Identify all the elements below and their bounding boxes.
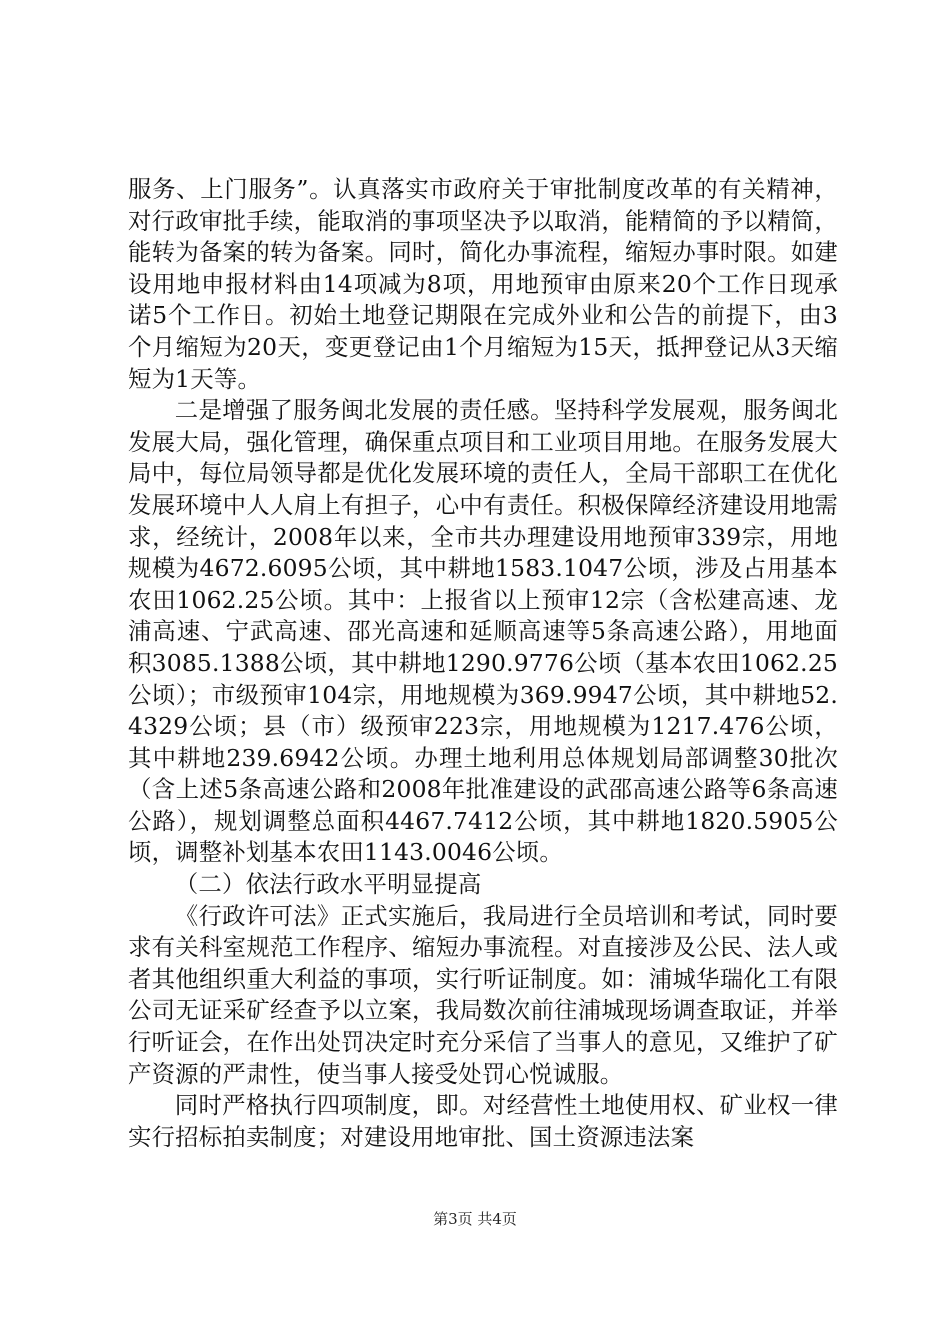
paragraph-2: 二是增强了服务闽北发展的责任感。坚持科学发展观，服务闽北发展大局，强化管理，确保重点项目和工业项目用地。在服务发展大局中，每位局领导都是优化发展环境的责任人，全局干部职工在优化发展环境中人人肩上有担子，心中有责任。积极保障经济建设用地需求，经统计，2008年以来，全市共办理建设用地预审339宗，用地规模为4672.6095公顷，其中耕地1583.1047公顷，涉及占用基本农田1062.25公顷。其中：上报省以上预审12宗（含松建高速、龙浦高速、宁武高速、邵光高速和延顺高速等5条高速公路），用地面积3085.1388公顷，其中耕地1290.9776公顷（基本农田1062.25公顷）；市级预审104宗，用地规模为369.9947公顷，其中耕地52.4329公顷；县（市）级预审223宗，用地规模为1217.476公顷，其中耕地239.6942公顷。办理土地利用总体规划局部调整30批次（含上述5条高速公路和2008年批准建设的武邵高速公路等6条高速公路），规划调整总面积4467.7412公顷，其中耕地1820.5905公顷，调整补划基本农田1143.0046公顷。 [128,396,838,867]
page-number-footer: 第3页 共4页 [433,1210,517,1228]
paragraph-1: 服务、上门服务”。认真落实市政府关于审批制度改革的有关精神，对行政审批手续，能取消的事项坚决予以取消，能精简的予以精简，能转为备案的转为备案。同时，简化办事流程，缩短办事时限。如建设用地申报材料由14项减为8项，用地预审由原来20个工作日现承诺5个工作日。初始土地登记期限在完成外业和公告的前提下，由3个月缩短为20天，变更登记由1个月缩短为15天，抵押登记从3天缩短为1天等。 [128,175,838,393]
paragraph-4: 同时严格执行四项制度，即。对经营性土地使用权、矿业权一律实行招标拍卖制度；对建设用地审批、国土资源违法案 [128,1091,838,1151]
document-body [128,174,838,1153]
paragraph-3: 《行政许可法》正式实施后，我局进行全员培训和考试，同时要求有关科室规范工作程序、缩短办事流程。对直接涉及公民、法人或者其他组织重大利益的事项，实行听证制度。如：浦城华瑞化工有限公司无证采矿经查予以立案，我局数次前往浦城现场调查取证，并举行听证会，在作出处罚决定时充分采信了当事人的意见，又维护了矿产资源的严肃性，使当事人接受处罚心悦诚服。 [128,901,838,1088]
section-heading: （二）依法行政水平明显提高 [174,870,482,899]
